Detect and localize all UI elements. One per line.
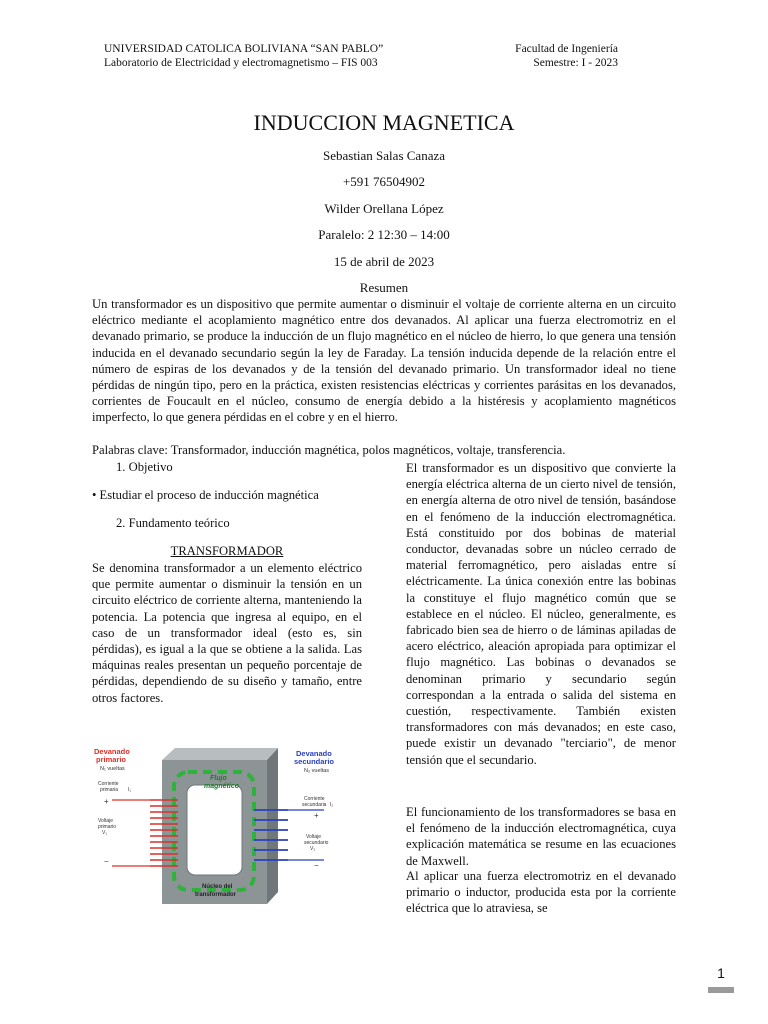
right-paragraph-2: El funcionamiento de los transformadores se basa en el fenómeno de la inducción electromagnética, cuya explicación matemática se resume en las ecuaciones de Maxwell. xyxy=(406,805,676,868)
subheading-transformador: TRANSFORMADOR xyxy=(170,544,284,558)
author-1: Sebastian Salas Canaza xyxy=(322,148,445,163)
paper-date: 15 de abril de 2023 xyxy=(333,254,435,269)
secondary-current-1: Corriente xyxy=(304,796,325,802)
primary-voltage-1: Voltaje xyxy=(98,818,114,824)
keywords: Palabras clave: Transformador, inducción magnética, polos magnéticos, voltaje, transferencia. xyxy=(92,443,566,457)
header-faculty: Facultad de Ingeniería xyxy=(515,43,618,55)
paralelo: Paralelo: 2 12:30 – 14:00 xyxy=(318,227,450,242)
flux-label-2: magnético xyxy=(204,783,240,790)
secondary-current-3: I₂ xyxy=(330,802,334,808)
author-2: Wilder Orellana López xyxy=(324,201,444,216)
secondary-voltage-3: V₂ xyxy=(310,846,316,852)
primary-voltage-3: V₁ xyxy=(102,830,108,836)
core-window xyxy=(187,785,242,875)
secondary-minus: − xyxy=(314,861,319,870)
transformer-figure xyxy=(92,740,362,910)
primary-minus: − xyxy=(104,857,109,866)
primary-current-3: I₁ xyxy=(128,787,132,793)
header-lab: Laboratorio de Electricidad y electromagnetismo – FIS 003 xyxy=(104,57,378,69)
secondary-voltage-1: Voltaje xyxy=(306,834,322,840)
primary-current-1: Corriente xyxy=(98,781,119,787)
flux-label-1: Flujo xyxy=(210,775,227,782)
section-fundamento: 2. Fundamento teórico xyxy=(116,516,230,530)
secondary-plus: + xyxy=(314,811,319,820)
objetivo-bullet: • Estudiar el proceso de inducción magnética xyxy=(92,488,319,502)
secondary-title-1: Devanado xyxy=(296,749,332,758)
primary-plus: + xyxy=(104,797,109,806)
core-top-face xyxy=(162,748,278,760)
page-number-bar xyxy=(708,987,734,993)
primary-voltage-2: primario xyxy=(98,824,117,830)
secondary-title-2: secundario xyxy=(294,757,335,766)
header-university: UNIVERSIDAD CATOLICA BOLIVIANA “SAN PABLO” xyxy=(104,43,384,55)
abstract-text: Un transformador es un dispositivo que permite aumentar o disminuir el voltaje de corriente alterna en un circuito eléctrico mediante el acoplamiento magnético entre dos devanados. Al aplicar una fuerza electromotriz en el devanado primario, se produce la inducción de un flujo magnético en el núcleo de hierro, lo que genera una tensión inducida en el devanado secundario según la ley de Faraday. La tensión inducida depende de la relación entre el número de espiras de los devanados y de la tensión del devanado primario. Un transformador ideal no tiene pérdidas de ningún tipo, pero en la práctica, existen resistencias eléctricas y corrientes parásitas en los devanados, corrientes de Foucault en el núcleo, consumo de energía debido a la histéresis y acoplamiento magnéticos imperfecto, lo que genera pérdidas en el cobre y en el hierro. xyxy=(92,297,676,425)
left-paragraph: Se denomina transformador a un elemento eléctrico que permite aumentar o disminuir la tensión en un circuito eléctrico de corriente alterna, manteniendo la potencia. La potencia que ingresa al equipo, en el caso de un transformador ideal (esto es, sin pérdidas), es igual a la que se obtiene a la salida. Las máquinas reales presentan un pequeño porcentaje de pérdidas, dependiendo de su diseño y tamaño, entre otros factores. xyxy=(92,561,362,705)
secondary-current-2: secundaria xyxy=(302,802,327,808)
abstract-heading: Resumen xyxy=(359,280,409,295)
secondary-turns: N₂ vueltas xyxy=(304,768,330,774)
paper-title: INDUCCION MAGNETICA xyxy=(253,110,515,135)
primary-title-1: Devanado xyxy=(94,747,130,756)
secondary-voltage-2: secundario xyxy=(304,840,329,846)
author-phone: +591 76504902 xyxy=(342,174,426,189)
core-side-face xyxy=(267,748,278,904)
transformer-diagram xyxy=(92,740,362,910)
core-label-2: transformador xyxy=(195,892,237,898)
page-number: 1 xyxy=(717,965,725,981)
right-paragraph-1: El transformador es un dispositivo que convierte la energía eléctrica alterna de un cierto nivel de tensión, en energía alterna de otro nivel de tensión, basándose en el fenómeno de la inducción electromagnética. Está constituido por dos bobinas de material conductor, devanadas sobre un núcleo cerrado de material ferromagnético, pero aisladas entre sí eléctricamente. La única conexión entre las bobinas la constituye el flujo magnético común que se establece en el núcleo. El núcleo, generalmente, es fabricado bien sea de hierro o de láminas apiladas de acero eléctrico, aleación apropiada para optimizar el flujo magnético. Las bobinas o devanados se denominan primario y secundario según correspondan a la entrada o salida del sistema en cuestión, respectivamente. También existen transformadores con más devanados; en este caso, puede existir un devanado "terciario", de menor tensión que el secundario. xyxy=(406,461,676,767)
primary-current-2: primaria xyxy=(100,787,119,793)
right-paragraph-3: Al aplicar una fuerza electromotriz en el devanado primario o inductor, producida esta por la corriente eléctrica que lo atraviesa, se xyxy=(406,869,676,916)
primary-turns: N₁ vueltas xyxy=(100,766,125,772)
header-semester: Semestre: I - 2023 xyxy=(533,57,618,69)
core-label-1: Núcleo del xyxy=(202,884,233,890)
section-objetivo: 1. Objetivo xyxy=(116,460,173,474)
primary-title-2: primario xyxy=(96,755,127,764)
